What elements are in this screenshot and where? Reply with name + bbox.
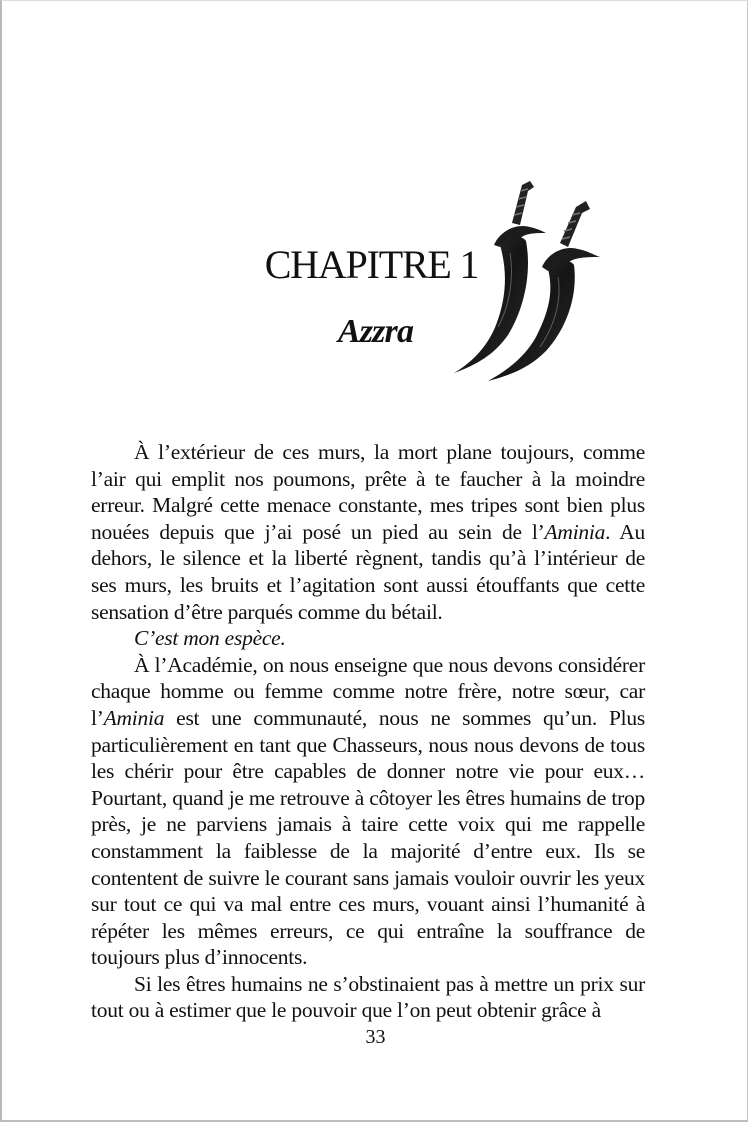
italic-text: Aminia [103, 705, 165, 730]
page-number: 33 [365, 1026, 386, 1048]
chapter-body [91, 439, 645, 1024]
chapter-title: CHAPITRE 1 [264, 242, 479, 287]
italic-text: C’est mon espèce. [134, 626, 286, 651]
daggers-ornament-icon [450, 177, 626, 381]
text: . Au dehors, le silence et la liberté règnent, tandis qu’à l’intérieur de ses murs, les bruits et l’agitation sont aussi étouffants que cette sensation d’être parqués comme du bétail. [91, 519, 646, 624]
chapter-subtitle: Azzra [337, 313, 414, 350]
paragraph [91, 625, 645, 652]
paragraph [91, 971, 645, 1024]
paragraph [91, 439, 645, 625]
text: À l’Académie, on nous enseigne que nous devons considérer chaque homme ou femme comme notre frère, notre sœur, car l’ [91, 652, 645, 730]
text: Si les êtres humains ne s’obstinaient pas à mettre un prix sur tout ou à estimer que le pouvoir que l’on peut obtenir grâce à [91, 971, 645, 1023]
paragraph [91, 652, 645, 971]
text: À l’extérieur de ces murs, la mort plane toujours, comme l’air qui emplit nos poumons, prête à te faucher à la moindre erreur. Malgré cette menace constante, mes tripes sont bien plus nouées depuis que j’ai posé un pied au sein de l’ [91, 440, 645, 544]
italic-text: Aminia [544, 519, 606, 544]
text: est une communauté, nous ne sommes qu’un. Plus particulièrement en tant que Chasseurs, nous nous devons de tous les chérir pour être capables de donner notre vie pour eux… Pourtant, quand je me retrouve à côtoyer les êtres humains de trop près, je ne parviens jamais à taire cette voix qui me rappelle constamment la faiblesse de la majorité d’entre eux. Ils se contentent de suivre le courant sans jamais vouloir ouvrir les yeux sur tout ce qui va mal entre ces murs, vouant ainsi l’humanité à répéter les mêmes erreurs, ce qui entraîne la souffrance de toujours plus d’innocents. [91, 705, 645, 970]
